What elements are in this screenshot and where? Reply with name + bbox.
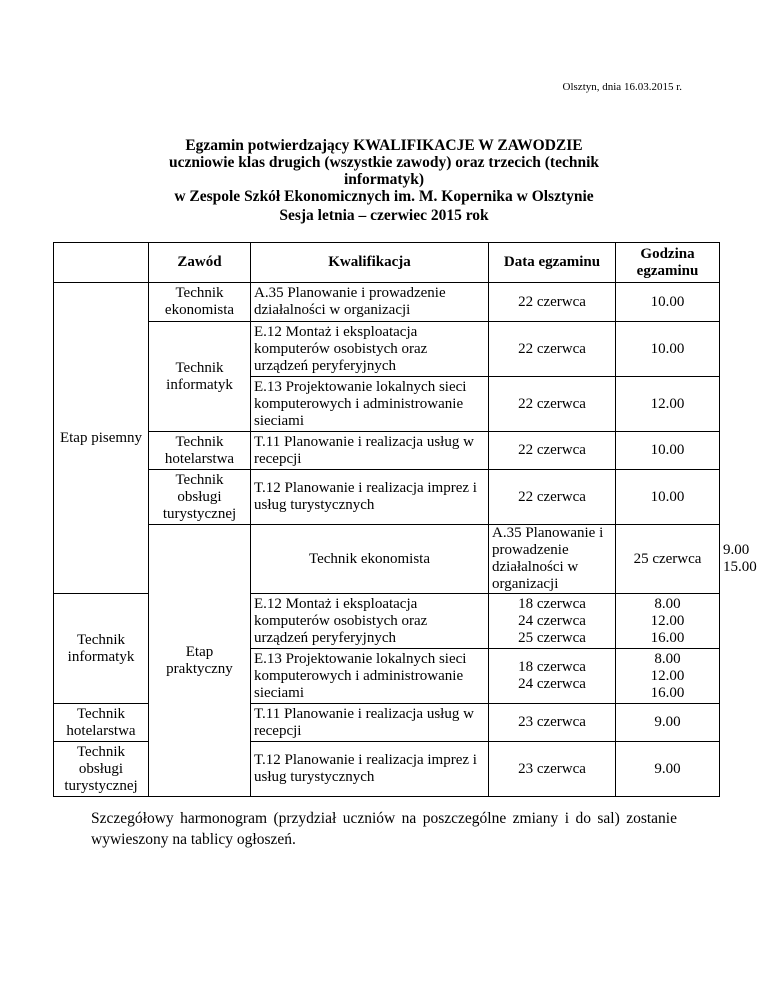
qualification-cell: A.35 Planowanie i prowadzenie działalności w organizacji: [251, 283, 489, 322]
stage-written: Etap pisemny: [54, 283, 149, 594]
time-value: 8.00: [654, 595, 681, 612]
date-cell: 22 czerwca: [489, 283, 616, 322]
profession-cell: Technik informatyk: [54, 594, 149, 704]
table-header-row: [54, 243, 720, 283]
header-time: Godzina egzaminu: [616, 243, 720, 283]
qualification-cell: E.13 Projektowanie lokalnych sieci komputerowych i administrowanie sieciami: [251, 649, 489, 704]
date-value: 24 czerwca: [518, 676, 586, 692]
date-value: 18 czerwca: [518, 595, 586, 612]
document-title: [0, 137, 768, 205]
title-line-1: Egzamin potwierdzający KWALIFIKACJE W ZAWODZIE: [185, 137, 583, 154]
qualification-cell: T.11 Planowanie i realizacja usług w recepcji: [251, 704, 489, 742]
table-row: [54, 470, 720, 525]
profession-cell: Technik ekonomista: [251, 525, 489, 594]
profession-cell: Technik ekonomista: [149, 283, 251, 322]
qualification-cell: T.11 Planowanie i realizacja usług w recepcji: [251, 432, 489, 470]
time-cell: [616, 649, 720, 704]
date-value: 18 czerwca: [518, 659, 586, 675]
header-date: Data egzaminu: [489, 243, 616, 283]
qualification-cell: T.12 Planowanie i realizacja imprez i usług turystycznych: [251, 470, 489, 525]
title-line-4: w Zespole Szkół Ekonomicznych im. M. Kopernika w Olsztynie: [174, 188, 594, 205]
qualification-cell: T.12 Planowanie i realizacja imprez i usług turystycznych: [251, 742, 489, 797]
date-cell: 25 czerwca: [616, 525, 720, 594]
date-cell: 22 czerwca: [489, 470, 616, 525]
table-row: [54, 322, 720, 377]
header-profession: Zawód: [149, 243, 251, 283]
time-cell: 12.00: [616, 377, 720, 432]
date-cell: 23 czerwca: [489, 742, 616, 797]
time-value: 12.00: [650, 667, 685, 684]
date-cell: 22 czerwca: [489, 322, 616, 377]
table-row: [54, 432, 720, 470]
date-cell: 23 czerwca: [489, 704, 616, 742]
time-cell: [616, 594, 720, 649]
time-cell: 10.00: [616, 322, 720, 377]
qualification-cell: E.13 Projektowanie lokalnych sieci komputerowych i administrowanie sieciami: [251, 377, 489, 432]
session-title: Sesja letnia – czerwiec 2015 rok: [279, 207, 489, 224]
footer-note: Szczegółowy harmonogram (przydział uczniów na poszczególne zmiany i do sal) zostanie wywieszony na tablicy ogłoszeń.: [91, 810, 677, 848]
profession-cell: Technik hotelarstwa: [54, 704, 149, 742]
qualification-cell: A.35 Planowanie i prowadzenie działalności w organizacji: [489, 525, 616, 594]
stage-practical: Etap praktyczny: [149, 525, 251, 797]
title-line-3: informatyk): [343, 171, 425, 188]
profession-cell: Technik informatyk: [149, 322, 251, 432]
qualification-cell: E.12 Montaż i eksploatacja komputerów osobistych oraz urządzeń peryferyjnych: [251, 594, 489, 649]
profession-cell: Technik hotelarstwa: [149, 432, 251, 470]
date-value: 25 czerwca: [518, 629, 586, 646]
time-value: 16.00: [650, 684, 685, 701]
table-row: [54, 283, 720, 322]
profession-cell: Technik obsługi turystycznej: [149, 470, 251, 525]
date-value: 24 czerwca: [518, 612, 586, 629]
time-cell: 9.00: [616, 742, 720, 797]
time-cell: 10.00: [616, 283, 720, 322]
time-value: 12.00: [650, 612, 685, 629]
place-date: Olsztyn, dnia 16.03.2015 r.: [562, 81, 682, 93]
time-cell: 9.00: [616, 704, 720, 742]
date-cell: [489, 649, 616, 704]
table-row: Etap praktyczny Technik ekonomista A.35 Planowanie i prowadzenie działalności w organizacji 25 czerwca 9.00 15.00: [54, 525, 720, 594]
exam-schedule-table: [53, 242, 757, 797]
header-stage: [54, 243, 149, 283]
time-cell: 10.00: [616, 470, 720, 525]
time-value: 16.00: [650, 629, 685, 646]
title-line-2: uczniowie klas drugich (wszystkie zawody) oraz trzecich (technik: [168, 154, 600, 171]
time-value: 8.00: [654, 650, 681, 667]
profession-cell: Technik obsługi turystycznej: [54, 742, 149, 797]
date-cell: 22 czerwca: [489, 377, 616, 432]
time-cell: 10.00: [616, 432, 720, 470]
date-cell: [489, 594, 616, 649]
qualification-cell: E.12 Montaż i eksploatacja komputerów osobistych oraz urządzeń peryferyjnych: [251, 322, 489, 377]
header-qualification: Kwalifikacja: [251, 243, 489, 283]
date-cell: 22 czerwca: [489, 432, 616, 470]
